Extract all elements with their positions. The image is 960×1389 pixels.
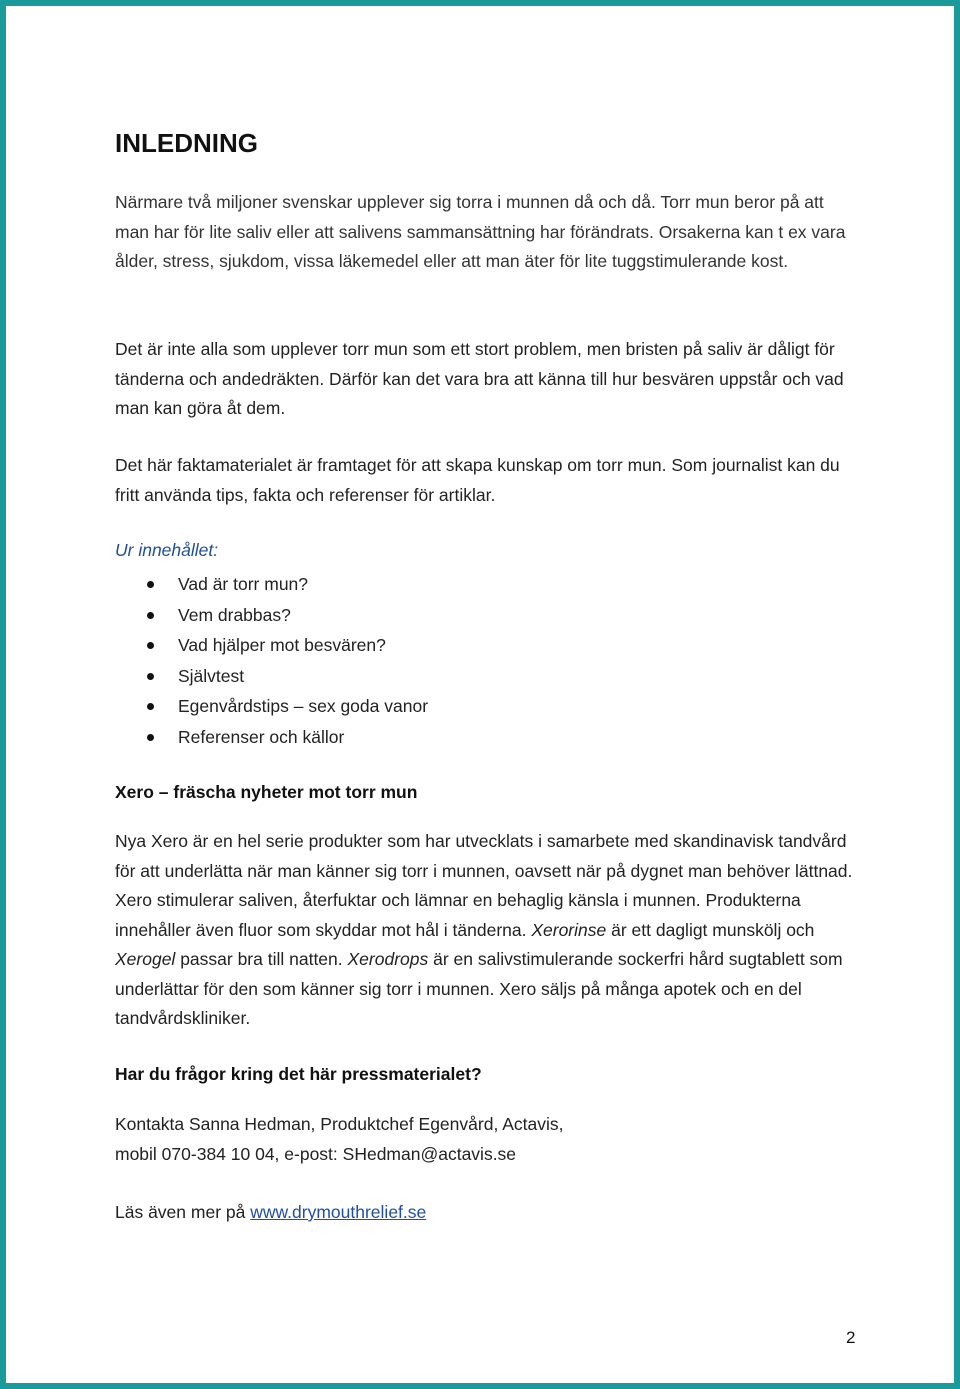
xerodrops-product: Xerodrops xyxy=(347,949,429,969)
xero-text-4: är en salivstimulerande sockerfri hård sugtablett som underlättar för den som känner sig torr i munnen. Xero säljs på många apotek och en del tandvårdskliniker. xyxy=(115,949,843,1028)
contact-paragraph xyxy=(115,1110,855,1169)
contents-item-label: Självtest xyxy=(178,665,245,686)
xero-text-2: är ett dagligt munskölj och xyxy=(606,919,815,940)
contents-item-label: Egenvårdstips – sex goda vanor xyxy=(178,696,429,716)
contents-item xyxy=(115,569,428,600)
xero-heading: Xero – fräscha nyheter mot torr mun xyxy=(115,782,418,802)
contents-item xyxy=(115,600,428,631)
contents-item xyxy=(115,661,428,692)
website-link[interactable]: www.drymouthrelief.se xyxy=(250,1202,427,1222)
bullet-icon xyxy=(147,703,154,710)
read-more xyxy=(115,1198,855,1228)
read-more-label: Läs även mer på xyxy=(115,1202,251,1222)
contents-item xyxy=(115,691,428,722)
contents-item-label: Vem drabbas? xyxy=(178,604,291,625)
page-number: 2 xyxy=(846,1328,856,1347)
bullet-icon xyxy=(147,612,154,619)
bullet-icon xyxy=(147,673,154,680)
contents-item xyxy=(115,722,428,753)
bullet-icon xyxy=(147,581,154,588)
contents-list xyxy=(115,569,428,752)
contents-item-label: Vad hjälper mot besvären? xyxy=(178,635,386,655)
contact-line-1: Kontakta Sanna Hedman, Produktchef Egenvård, Actavis, xyxy=(115,1114,564,1134)
contact-heading: Har du frågor kring det här pressmaterialet? xyxy=(115,1064,482,1084)
page-title: INLEDNING xyxy=(115,128,258,158)
contents-item xyxy=(115,630,428,661)
contents-label: Ur innehållet: xyxy=(115,540,219,560)
bullet-icon xyxy=(147,734,154,741)
contents-item-label: Referenser och källor xyxy=(178,726,345,747)
xero-text-3: passar bra till natten. xyxy=(175,949,348,969)
xero-text-1: Nya Xero är en hel serie produkter som har utvecklats i samarbete med skandinavisk tandvård för att underlätta när man känner sig torr i munnen, oavsett när på dygnet man behöver lättnad. Xero stimulerar saliven, återfuktar och lämnar en behaglig känsla i munnen. Produkterna innehåller även fluor som skyddar mot hål i tänderna. xyxy=(115,831,853,940)
intro-paragraph: Närmare två miljoner svenskar upplever sig torra i munnen då och då. Torr mun beror på att man har för lite saliv eller att salivens sammansättning har förändrats. Orsakerna kan t ex vara ålder, stress, sjukdom, vissa läkemedel eller att man äter för lite tuggstimulerande kost. xyxy=(115,192,846,271)
xerorinse-product: Xerorinse xyxy=(531,919,607,940)
contact-line-2: mobil 070-384 10 04, e-post: SHedman@actavis.se xyxy=(115,1143,517,1164)
purpose-paragraph: Det här faktamaterialet är framtaget för att skapa kunskap om torr mun. Som journalist kan du fritt använda tips, fakta och referenser för artiklar. xyxy=(115,455,840,505)
xero-paragraph xyxy=(115,827,855,1034)
contents-item-label: Vad är torr mun? xyxy=(178,574,309,594)
xerogel-product: Xerogel xyxy=(115,949,176,969)
bullet-icon xyxy=(147,642,154,649)
problem-paragraph: Det är inte alla som upplever torr mun som ett stort problem, men bristen på saliv är dåligt för tänderna och andedräkten. Därför kan det vara bra att känna till hur besvären uppstår och vad man kan göra åt dem. xyxy=(115,339,844,418)
